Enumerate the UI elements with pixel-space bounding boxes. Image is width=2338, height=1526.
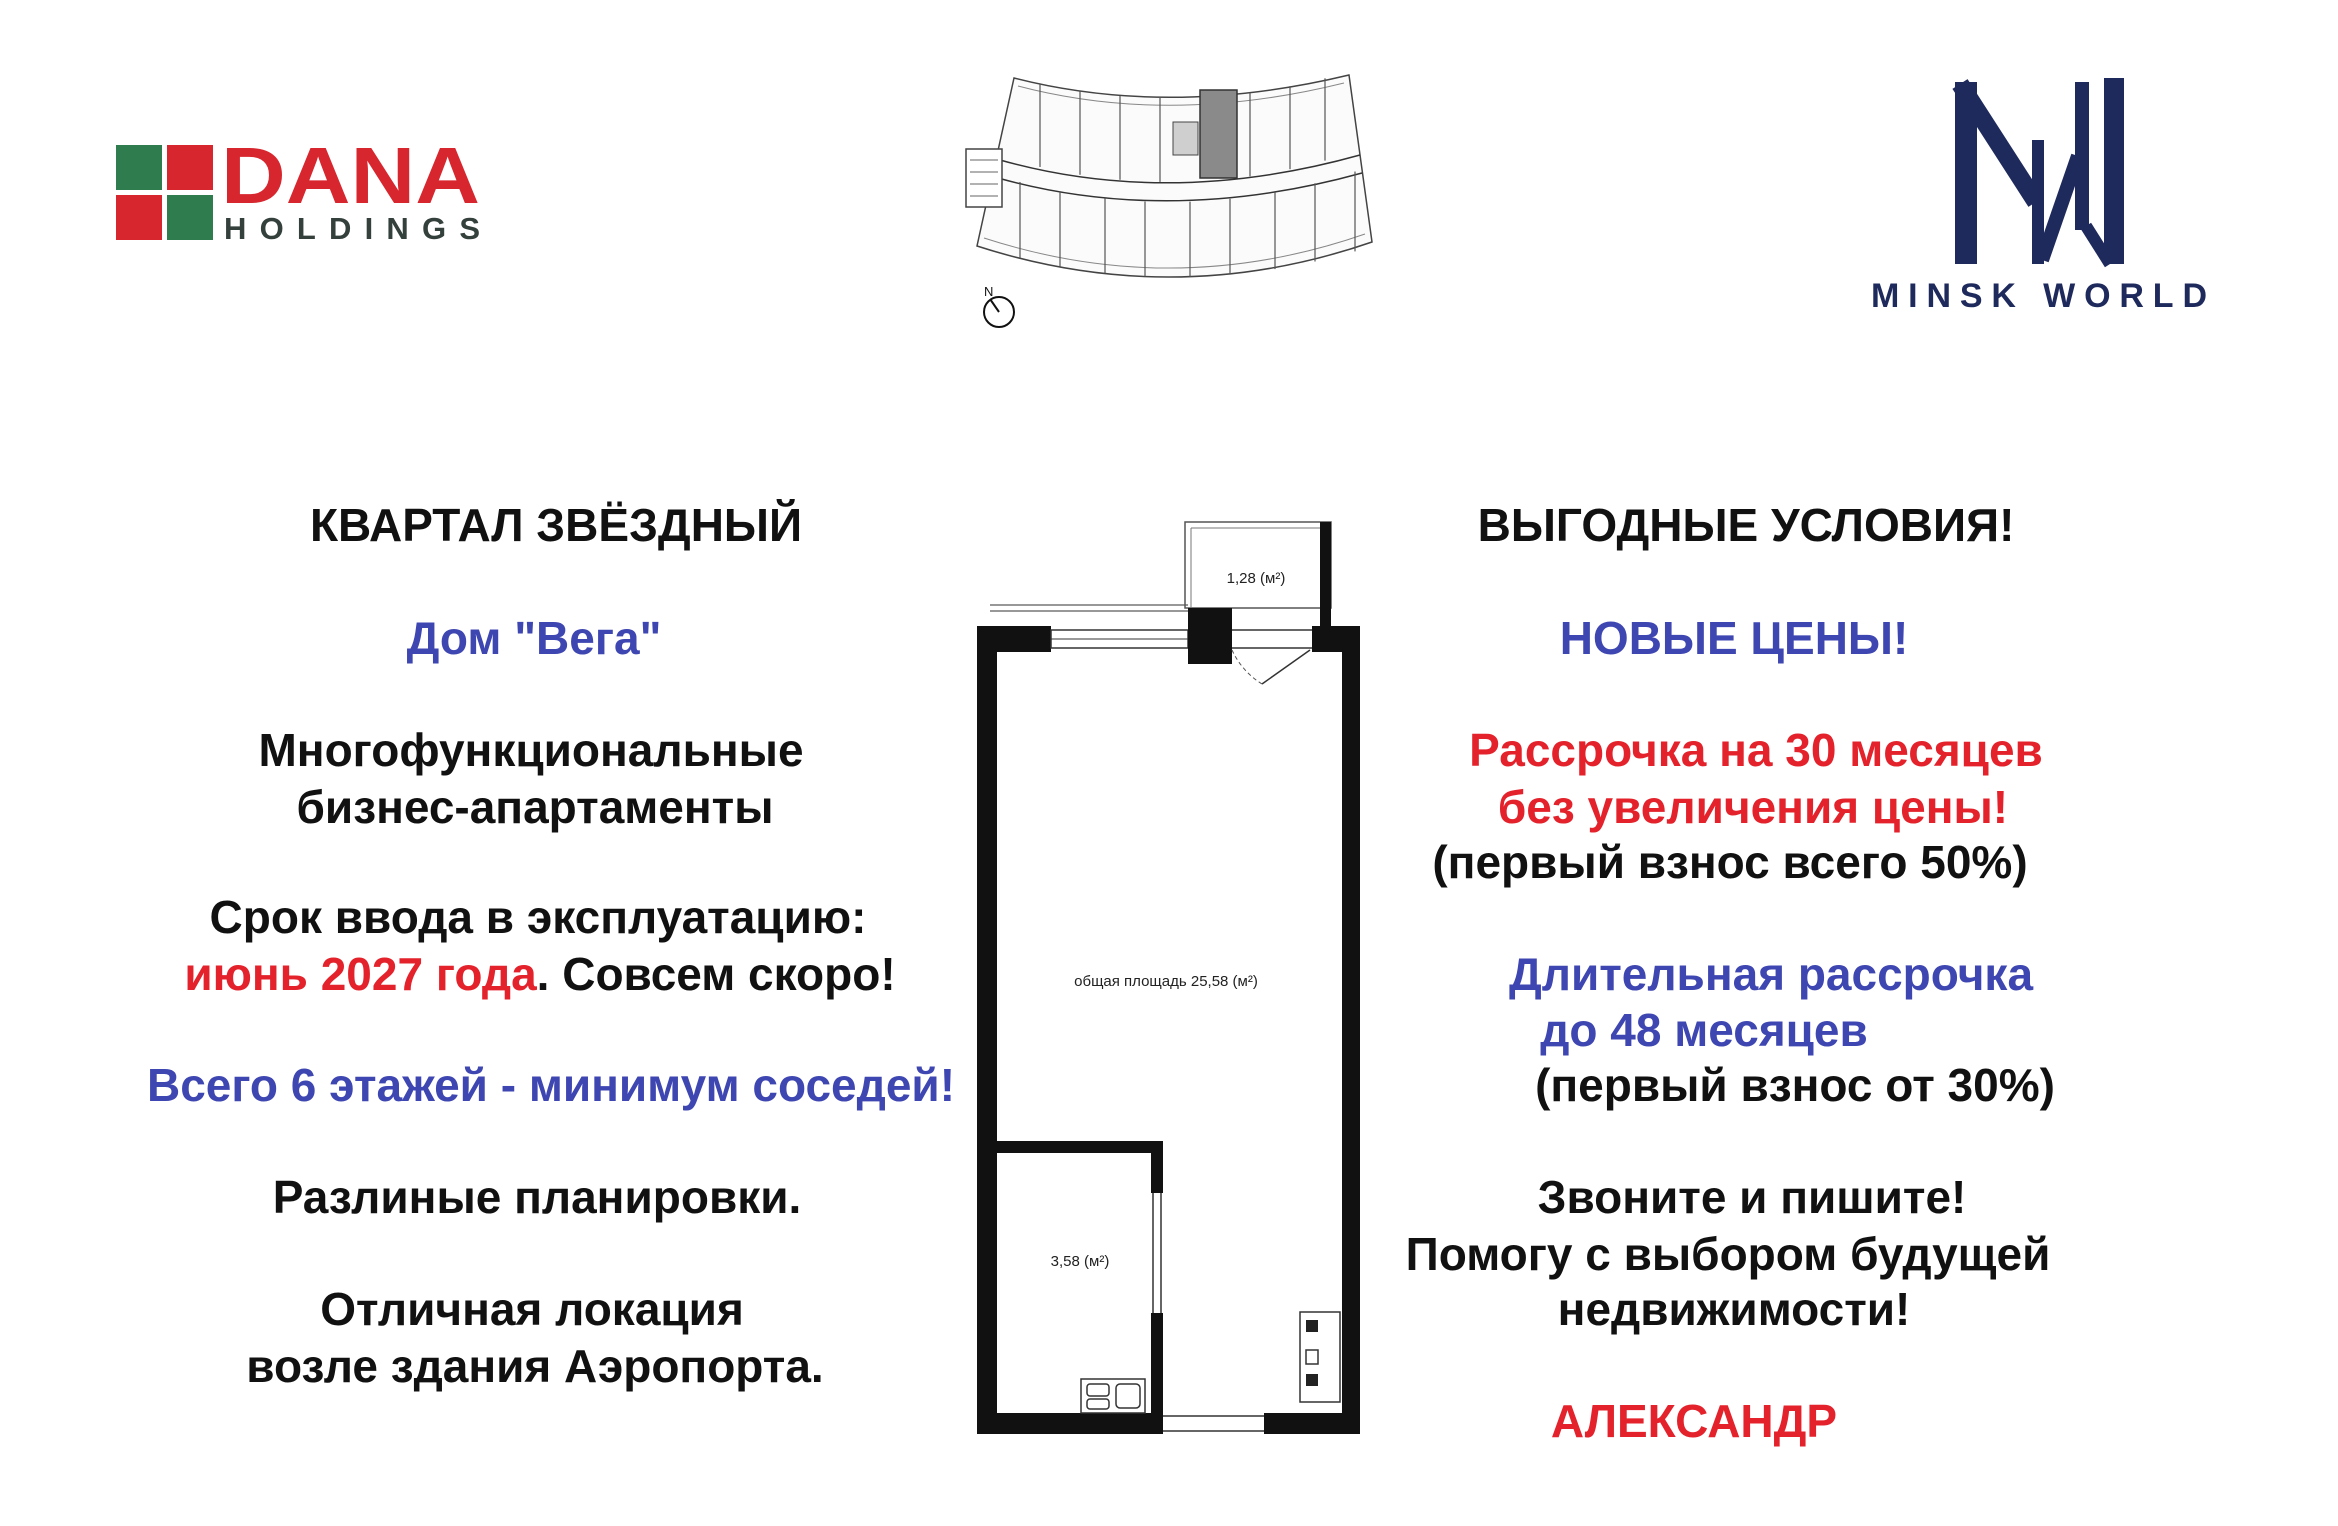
completion-label: Срок ввода в эксплуатацию:: [209, 891, 867, 943]
sink-icon: [1306, 1350, 1318, 1364]
structural-column: [1188, 608, 1232, 664]
logo-square-bottom-left: [116, 195, 162, 240]
logo-square-bottom-right: [167, 195, 213, 240]
elevator-shaft: [1173, 122, 1198, 155]
location-line2: возле здания Аэропорта.: [246, 1340, 824, 1392]
apartment-floor-plan: [960, 500, 1380, 1450]
highlighted-apartment: [1200, 90, 1237, 178]
long-installment-line2: до 48 месяцев: [1540, 1004, 1868, 1056]
mw-monogram: [1960, 78, 2114, 264]
door-swing: [1232, 650, 1262, 684]
minsk-world-logo: [1860, 70, 2220, 310]
layouts-note: Разлиные планировки.: [272, 1171, 802, 1223]
right-heading: ВЫГОДНЫЕ УСЛОВИЯ!: [1477, 499, 2015, 551]
shower-icon: [1116, 1384, 1140, 1408]
installment-line2: без увеличения цены!: [1497, 781, 2009, 833]
apartment-type-line2: бизнес-апартаменты: [296, 781, 774, 833]
monogram-w-diagonal: [2042, 156, 2078, 260]
completion-line: [184, 947, 895, 1001]
agent-name: АЛЕКСАНДР: [1550, 1395, 1838, 1447]
door-leaf: [1262, 650, 1310, 684]
bathroom-area-label: 3,58 (м²): [1050, 1253, 1110, 1270]
contact-line2: Помогу с выбором будущей: [1405, 1228, 2051, 1280]
bathroom-side-wall: [1151, 1141, 1163, 1193]
long-installment-note: (первый взнос от 30%): [1535, 1059, 2055, 1111]
bathroom-top-wall: [997, 1141, 1163, 1153]
installment-note: (первый взнос всего 50%): [1432, 836, 2028, 888]
bathroom-side-wall-lower: [1151, 1313, 1163, 1413]
minsk-world-logo-name: MINSK WORLD: [1871, 277, 2207, 310]
left-heading: КВАРТАЛ ЗВЁЗДНЫЙ: [309, 499, 803, 551]
dana-logo-subtitle: HOLDINGS: [224, 211, 480, 246]
completion-date: июнь 2027 года: [184, 948, 537, 1000]
new-prices: НОВЫЕ ЦЕНЫ!: [1559, 612, 1909, 664]
balcony-outline: [1185, 522, 1331, 608]
bottom-wall-right: [1264, 1413, 1360, 1434]
kitchen-unit: [1300, 1312, 1340, 1402]
floors-note: Всего 6 этажей - минимум соседей!: [146, 1059, 956, 1111]
total-area-label: общая площадь 25,58 (м²): [1074, 973, 1258, 990]
apartment-type-line1: Многофункциональные: [258, 724, 804, 776]
left-wall: [977, 626, 997, 1434]
dana-holdings-logo: [110, 140, 490, 250]
location-line1: Отличная локация: [320, 1283, 744, 1335]
dana-logo-name: DANA: [221, 140, 480, 220]
house-name: Дом "Вега": [406, 612, 662, 664]
toilet-icon: [1087, 1399, 1109, 1409]
logo-square-top-right: [167, 145, 213, 190]
contact-line1: Звоните и пишите!: [1537, 1171, 1967, 1223]
long-installment-line1: Длительная рассрочка: [1508, 948, 2034, 1000]
bottom-wall-left: [977, 1413, 1163, 1434]
building-site-plan: [960, 60, 1380, 335]
sink-icon: [1087, 1384, 1109, 1396]
right-wall: [1342, 626, 1360, 1434]
bathroom: [997, 1141, 1163, 1413]
stove-burner-icon: [1306, 1320, 1318, 1332]
stove-burner-icon: [1306, 1374, 1318, 1386]
contact-line3: недвижимости!: [1557, 1283, 1911, 1335]
compass-needle: [990, 299, 999, 312]
stair-block: [966, 149, 1002, 207]
logo-square-top-left: [116, 145, 162, 190]
completion-note: . Совсем скоро!: [536, 948, 896, 1000]
balcony-area-label: 1,28 (м²): [1226, 570, 1286, 587]
compass-north-label: N: [984, 284, 994, 299]
installment-line1: Рассрочка на 30 месяцев: [1469, 724, 2043, 776]
balcony-wall: [1320, 522, 1331, 626]
